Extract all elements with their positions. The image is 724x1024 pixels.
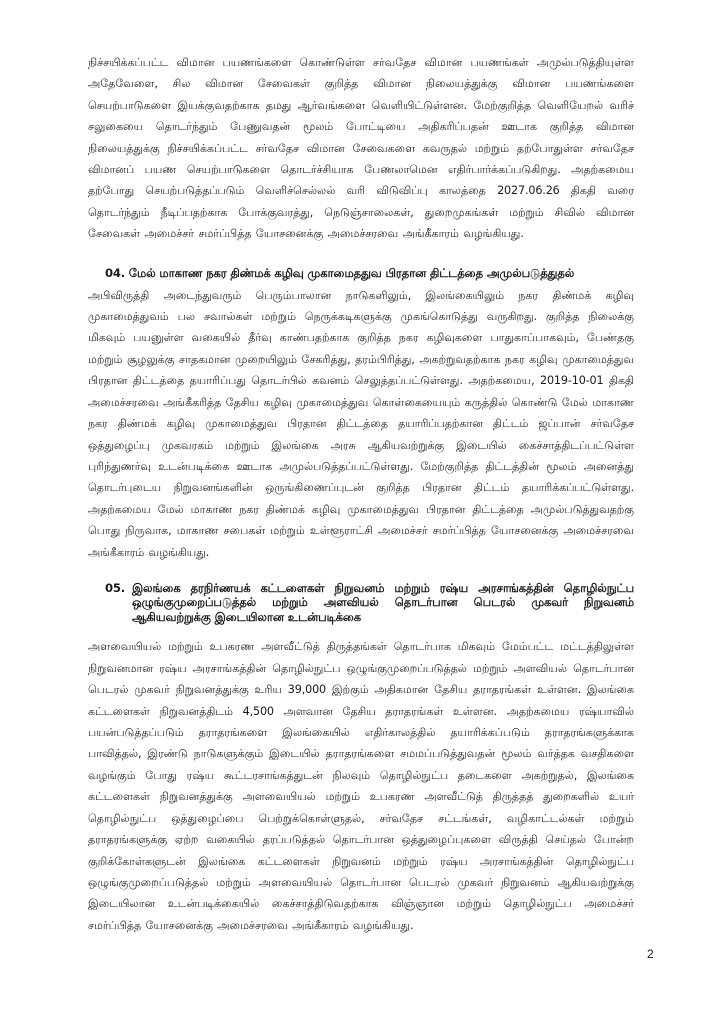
section-04-heading <box>88 263 634 283</box>
section-05-heading <box>88 581 634 625</box>
section-04-number: 04. <box>105 265 125 280</box>
document-page <box>88 52 634 936</box>
intro-paragraph: நிச்சயிக்கப்பட்ட விமான பயணங்களை கொண்டுள்ள சர்வதேச விமான பயணங்கள் அமுல்படுத்தியுள்ள அதேவேளை, சில விமான சேவைகள் குறித்த விமான நிலையத்துக்கு விமான பயணங்களை செயற்பாடுகளை இயக்குவதற்காக தமது ஆர்வங்களை வெளியிட்டுள்ளன. மேற்குறித்த வெளியேறல் வரிச் சலுகையை தொடர்ந்தும் பேணுவதன் மூலம் போட்டியை அதிகரிப்பதன் ஊடாக குறித்த விமான நிலையத்துக்கு நிச்சயிக்கப்பட்ட சர்வதேச விமான சேவைகளை கவருதல் மற்றும் தற்போதுள்ள சர்வதேச விமானப் பயண செயற்பாடுகளை தொடர்ச்சியாக பேணலாமென எதிர்பார்க்கப்படுகிறது. அதற்கமைய தற்போது செயற்படுத்தப்படும் வெளிச்செல்லல் வரி விடுவிப்பு காலத்தை 2027.06.26 திகதி வரை தொடர்ந்தும் நீடிப்பதற்காக போக்குவரத்து, நெடுஞ்சாலைகள், துறைமுகங்கள் மற்றும் சிவில் விமான சேவைகள் அமைச்சர் சமர்ப்பித்த யோசனைக்கு அமைச்சரவை அங்கீகாரம் வழங்கியது. <box>88 56 634 241</box>
page-number: 2 <box>647 947 654 961</box>
section-05-title: இலங்கை தரநிர்ணயக் கட்டளைகள் நிறுவனம் மற்றும் ரஷ்ய அரசாங்கத்தின் தொழில்நுட்ப ஒழுங்குமுறைப்படுத்தல் மற்றும் அளவியல் தொடர்பான பெடரல் முகவர் நிறுவனம் ஆகியவற்றுக்கு இடையிலான உடன்படிக்கை <box>131 580 634 624</box>
section-05-body: அளவையியல் மற்றும் உபகரண அளவீட்டுத் திருத்தங்கள் தொடர்பாக மிகவும் மேம்பட்ட மட்டத்திலுள்ள நிறுவனமான ரஷ்ய அரசாங்கத்தின் தொழில்நுட்ப ஒழுங்குமுறைப்படுத்தல் மற்றும் அளவியல் தொடர்பான பெடரல் முகவர் நிறுவனத்துக்கு உரிய 39,000 இற்கும் அதிகமான தேசிய தராதரங்கள் உள்ளன. இலங்கை கட்டளைகள் நிறுவனத்திடம் 4,500 அளவான தேசிய தராதரங்கள் உள்ளன. அதற்கமைய ரஷ்யாவில் பயன்படுத்தப்படும் தராதரங்களை இலங்கையில் எதிர்காலத்தில் தயாரிக்கப்படும் தராதரங்களுக்காக பாவித்தல், இரண்டு நாடுகளுக்கும் இடையில் தராதரங்களை சமமப்படுத்துவதன் மூலம் வர்த்தக வசதிகளை வழங்கும் போது ரஷ்ய கூட்டரசாங்கத்துடன் நிலவும் தொழில்நுட்ப தடைகளை அகற்றுதல், இலங்கை கட்டளைகள் நிறுவனத்துக்கு அளவையியல் மற்றும் உபகரண அளவீட்டுத் திருத்தத் துறைகளில் உயர் தொழில்நுட்ப ஒத்துழைப்பை பெற்றுக்கொள்ளுதல், சர்வதேச சட்டங்கள், வழிகாட்டல்கள் மற்றும் தராதரங்களுக்கு ஏற்ற வகையில் தரப்படுத்தல் தொடர்பான ஒத்துழைப்புகளை விருத்தி செய்தல் போன்ற குறிக்கோள்களுடன் இலங்கை கட்டளைகள் நிறுவனம் மற்றும் ரஷ்ய அரசாங்கத்தின் தொழில்நுட்ப ஒழுங்குமுறைப்படுத்தல் மற்றும் அளவையியல் தொடர்பான பெடரல் முகவர் நிறுவனம் ஆகியவற்றுக்கு இடையிலான உடன்படிக்கையில் கைச்சாத்திடுவதற்காக விஞ்ஞான மற்றும் தொழில்நுட்ப அமைச்சர் சமர்ப்பித்த யோசனைக்கு அமைச்சரவை அங்கீகாரம் வழங்கியது. <box>88 640 634 932</box>
section-05-number: 05. <box>105 580 125 595</box>
section-04-body: அபிவிருத்தி அடைந்துவரும் பெரும்பாலான நாடுகளிலும், இலங்கையிலும் நகர திண்மக் கழிவு முகாமைத்துவம் பல சவால்கள் மற்றும் நெருக்கடிகளுக்கு முகங்கொடுத்து வருகிறது. குறித்த நிலைக்கு மிகவும் பயனுள்ள வகையில் தீர்வு காண்பதற்காக குறித்த நகர கழிவுகளை பாதுகாப்பாகவும், பேண்தகு மற்றும் சூழலுக்கு சாதகமான முறையிலும் சேகரித்து, தரம்பிரித்து, அகற்றுவதற்காக நகர கழிவு முகாமைத்துவ பிரதான திட்டத்தை தயாரிப்பது தொடர்பில் கவனம் செலுத்தப்பட்டுள்ளது. அதற்கமைய, 2019-10-01 திகதி அமைச்சரவை அங்கீகரித்த தேசிய கழிவு முகாமைத்துவ கொள்கையையும் கருத்தில் கொண்டு மேல் மாகாண நகர திண்மக் கழிவு முகாமைத்துவ பிரதான திட்டத்தை தயாரிப்பதற்கான திட்டம் ஜப்பான் சர்வதேச ஒத்துழைப்பு முகவரகம் மற்றும் இலங்கை அரசு ஆகியவற்றுக்கு இடையில் கைச்சாத்திடப்பட்டுள்ள புரிந்துணர்வு உடன்படிக்கை ஊடாக அமுல்படுத்தப்பட்டுள்ளது. மேற்குறித்த திட்டத்தின் மூலம் அனைத்து தொடர்புடைய நிறுவனங்களின் ஒருங்கிணைப்புடன் குறித்த பிரதான திட்டம் தயாரிக்கப்பட்டுள்ளது. அதற்கமைய மேல் மாகாண நகர திண்மக் கழிவு முகாமைத்துவ பிரதான திட்டத்தை அமுல்படுத்துவதற்கு பொது நிருவாக, மாகாண சபைகள் மற்றும் உள்ளூராட்சி அமைச்சர் சமர்ப்பித்த யோசனைக்கு அமைச்சரவை அங்கீகாரம் வழங்கியது. <box>88 288 634 559</box>
section-04-title: மேல் மாகாண நகர திண்மக் கழிவு முகாமைததுவ பிரதான திட்டத்தை அமுல்படுத்துதல் <box>128 265 575 280</box>
